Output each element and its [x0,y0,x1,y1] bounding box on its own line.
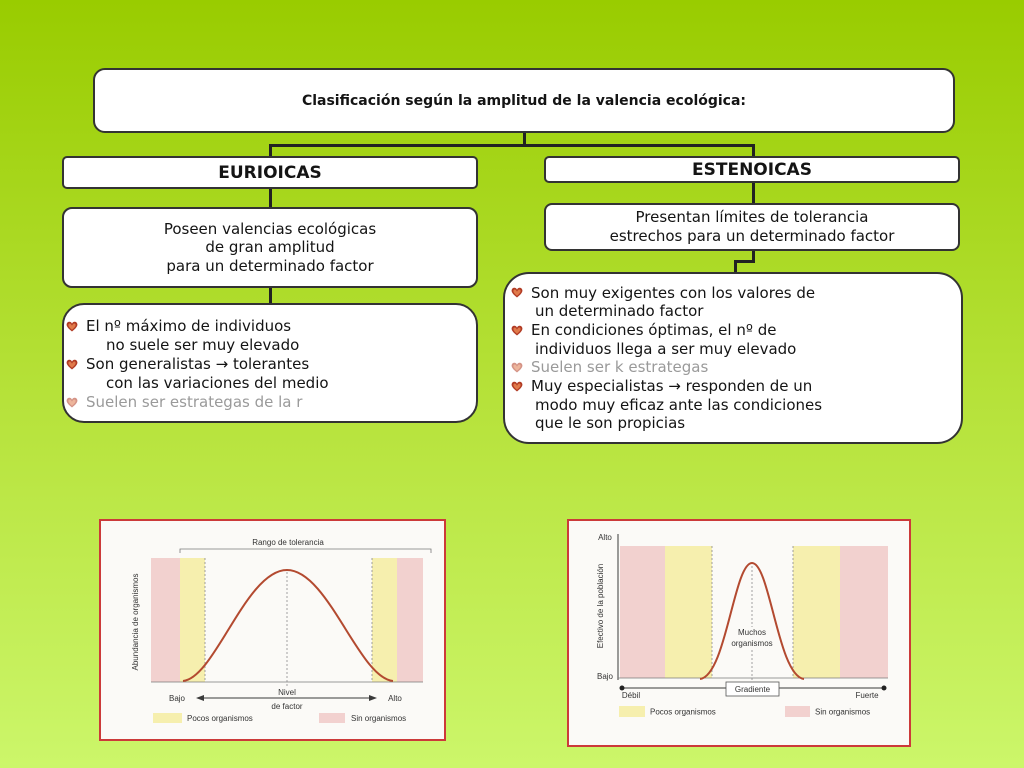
list-item [66,355,476,393]
list-item-text: El nº máximo de individuos [86,316,292,335]
heart-bullet-icon [66,359,86,370]
x-low-label: Bajo [168,694,186,703]
list-item-continuation: modo muy eficaz ante las condiciones [535,395,823,414]
list-item [66,393,476,412]
estenoicas-header-box [544,156,960,183]
x-low-label: Débil [621,691,641,700]
list-item [511,284,961,321]
description-line: estrechos para un determinado factor [609,227,895,245]
legend-swatch-few [619,706,645,717]
eurioicas-description-box [62,207,478,288]
few-organisms-region [665,546,712,678]
list-item [511,377,961,433]
eurioicas-header: EURIOICAS [218,162,322,183]
list-item-text: Son muy exigentes con los valores de [531,283,816,302]
heart-bullet-icon [66,397,86,408]
tolerance-range-figure [100,520,445,740]
eurioicas-traits-box [62,303,478,423]
no-organisms-region [620,546,665,678]
list-item [511,358,961,377]
list-item-continuation: que le son propicias [535,414,686,433]
no-organisms-region [397,558,423,682]
x-high-label: Fuerte [855,691,879,700]
axis-endpoint-dot-icon [882,686,887,691]
peak-label: organismos [731,639,773,648]
list-item-continuation: no suele ser muy elevado [106,335,300,354]
legend-swatch-few [153,713,182,723]
list-item-text: Son generalistas → tolerantes [86,354,310,373]
range-label: Rango de tolerancia [252,538,324,547]
y-high-label: Alto [598,533,612,542]
description-line: Presentan límites de tolerancia [635,208,869,226]
legend-label: Pocos organismos [650,707,716,717]
y-axis-label: Efectivo de la población [596,563,605,649]
estenoicas-header: ESTENOICAS [692,159,812,180]
heart-bullet-icon [66,321,86,332]
few-organisms-region [793,546,840,678]
description-line: Poseen valencias ecológicas [163,219,377,238]
x-high-label: Alto [388,694,402,703]
x-axis-label: de factor [271,702,303,711]
x-axis-label: Nivel [278,688,296,697]
list-item-text: En condiciones óptimas, el nº de [531,320,777,339]
legend-swatch-none [319,713,345,723]
axis-endpoint-dot-icon [620,686,625,691]
heart-bullet-icon [511,381,531,392]
heart-bullet-icon [511,325,531,336]
list-item [66,317,476,355]
description-line: de gran amplitud [205,238,335,257]
estenoicas-description-box [544,203,960,251]
list-item-text: Suelen ser estrategas de la r [86,392,303,411]
y-low-label: Bajo [596,672,614,681]
classification-title-box [93,68,955,133]
eurioicas-header-box [62,156,478,189]
heart-bullet-icon [511,362,531,373]
list-item [511,321,961,358]
population-gradient-figure [568,520,910,746]
estenoicas-traits-box [503,272,963,444]
few-organisms-region [180,558,205,682]
few-organisms-region [372,558,397,682]
legend-label: Pocos organismos [187,714,253,723]
no-organisms-region [151,558,180,682]
no-organisms-region [840,546,888,678]
description-line: para un determinado factor [166,256,374,275]
page-title: Clasificación según la amplitud de la valencia ecológica: [301,92,747,109]
gradient-label: Gradiente [734,685,771,694]
list-item-text: Muy especialistas → responden de un [531,377,813,396]
legend-label: Sin organismos [351,714,407,723]
list-item-continuation: un determinado factor [535,302,704,321]
list-item-text: Suelen ser k estrategas [531,358,709,377]
legend-swatch-none [785,706,810,717]
list-item-continuation: individuos llega a ser muy elevado [535,339,797,358]
list-item-continuation: con las variaciones del medio [106,373,329,392]
heart-bullet-icon [511,287,531,298]
legend-label: Sin organismos [815,707,871,717]
y-axis-label: Abundancia de organismos [131,573,140,671]
peak-label: Muchos [737,628,767,637]
